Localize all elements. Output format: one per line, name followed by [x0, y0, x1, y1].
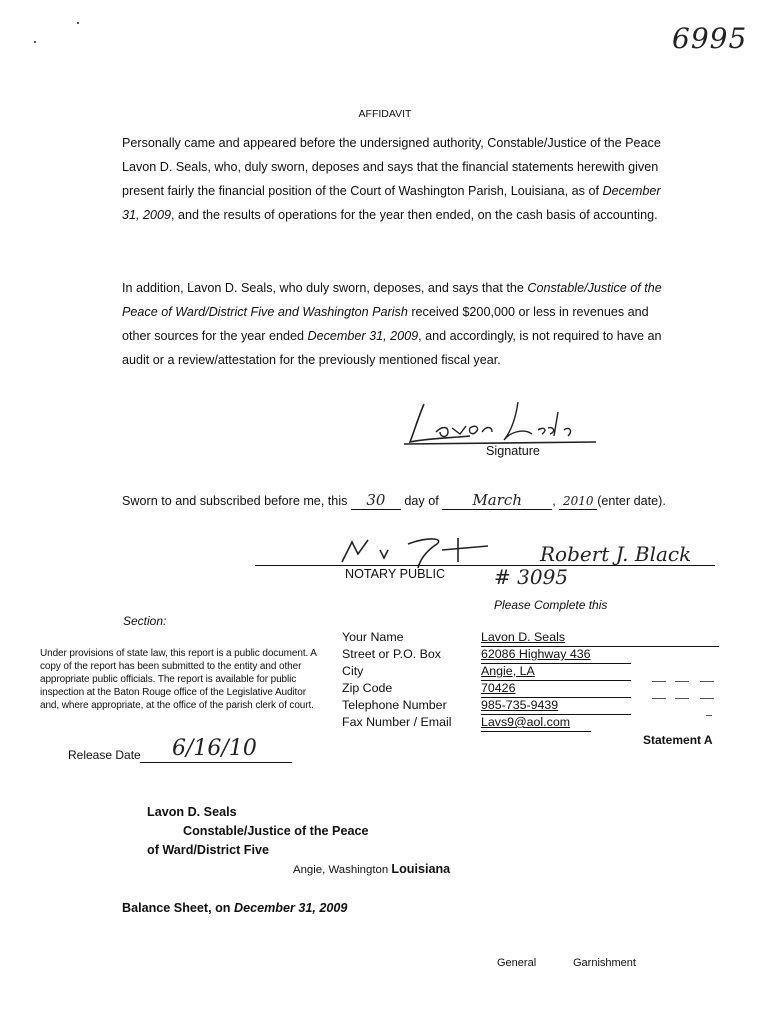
year-blank: 2010	[559, 493, 597, 510]
dash-mark	[675, 698, 689, 699]
dash-mark	[706, 715, 712, 716]
release-date-label: Release Date	[68, 748, 141, 762]
form-label-street: Street or P.O. Box	[342, 647, 441, 661]
column-header-garnishment: Garnishment	[573, 957, 636, 969]
release-date-line	[140, 762, 292, 763]
affidavit-paragraph-2: In addition, Lavon D. Seals, who duly sworn, deposes, and says that the Constable/Justice of the Peace of Ward/District Five and Washington Parish received $200,000 or less in revenues and other sources for the year ended December 31, 2009, and accordingly, is not required to have an audit or a review/attestation for the previously mentioned fiscal year.	[122, 281, 662, 367]
public-document-notice: Under provisions of state law, this report is a public document. A copy of the report has been submitted to the entity and other appropriate public officials. The report is available for public inspection at the Baton Rouge office of the Legislative Auditor and, where appropriate, at the office of the parish clerk of court.	[40, 648, 317, 711]
handwritten-document-number: 6995	[672, 22, 748, 55]
column-header-general: General	[497, 957, 537, 969]
dash-mark	[652, 698, 666, 699]
affidavit-title: AFFIDAVIT	[358, 108, 412, 120]
form-label-telephone: Telephone Number	[342, 698, 447, 712]
release-date-value: 6/16/10	[172, 736, 257, 761]
form-value-fax-email: Lavs9@aol.com	[481, 715, 719, 729]
dash-mark	[675, 681, 689, 682]
form-heading: Please Complete this	[494, 598, 608, 612]
entity-title: Constable/Justice of the Peace	[183, 824, 369, 838]
notary-public-label: NOTARY PUBLIC	[345, 567, 446, 581]
form-label-fax-email: Fax Number / Email	[342, 715, 452, 729]
form-label-city: City	[342, 664, 364, 678]
notary-signature-line	[255, 565, 715, 566]
balance-sheet-title: Balance Sheet, on December 31, 2009	[122, 901, 348, 915]
signature-label: Signature	[486, 444, 540, 458]
form-value-street: 62086 Highway 436	[481, 647, 719, 661]
statement-label: Statement A	[643, 733, 713, 747]
dash-mark	[652, 681, 666, 682]
section-label: Section:	[123, 614, 167, 628]
entity-location: Angie, Washington Louisiana	[293, 862, 451, 876]
notary-handwritten-number: # 3095	[494, 565, 569, 589]
month-blank: March	[442, 492, 552, 510]
form-value-city: Angie, LA	[481, 664, 719, 678]
notary-handwritten-name: Robert J. Black	[540, 542, 692, 566]
scan-speck	[34, 41, 36, 43]
form-value-zip: 70426	[481, 681, 719, 695]
entity-name: Lavon D. Seals	[147, 805, 237, 819]
form-label-zip: Zip Code	[342, 681, 393, 695]
sworn-statement: Sworn to and subscribed before me, this 30 day of March , 2010 (enter date).	[122, 491, 666, 509]
day-blank: 30	[351, 492, 401, 510]
form-label-name: Your Name	[342, 630, 404, 644]
dash-mark	[700, 681, 714, 682]
form-value-telephone: 985-735-9439	[481, 698, 719, 712]
entity-ward: of Ward/District Five	[147, 843, 269, 857]
scan-speck	[77, 22, 79, 24]
form-value-name: Lavon D. Seals	[481, 630, 719, 644]
affidavit-paragraph-1: Personally came and appeared before the undersigned authority, Constable/Justice of the Peace Lavon D. Seals, who, duly sworn, deposes and says that the financial statements herewith given present fairly the financial position of the Court of Washington Parish, Louisiana, as of December 31, 2009, and the results of operations for the year then ended, on the cash basis of accounting.	[122, 136, 661, 222]
dash-mark	[700, 698, 714, 699]
signature-image	[400, 398, 600, 450]
